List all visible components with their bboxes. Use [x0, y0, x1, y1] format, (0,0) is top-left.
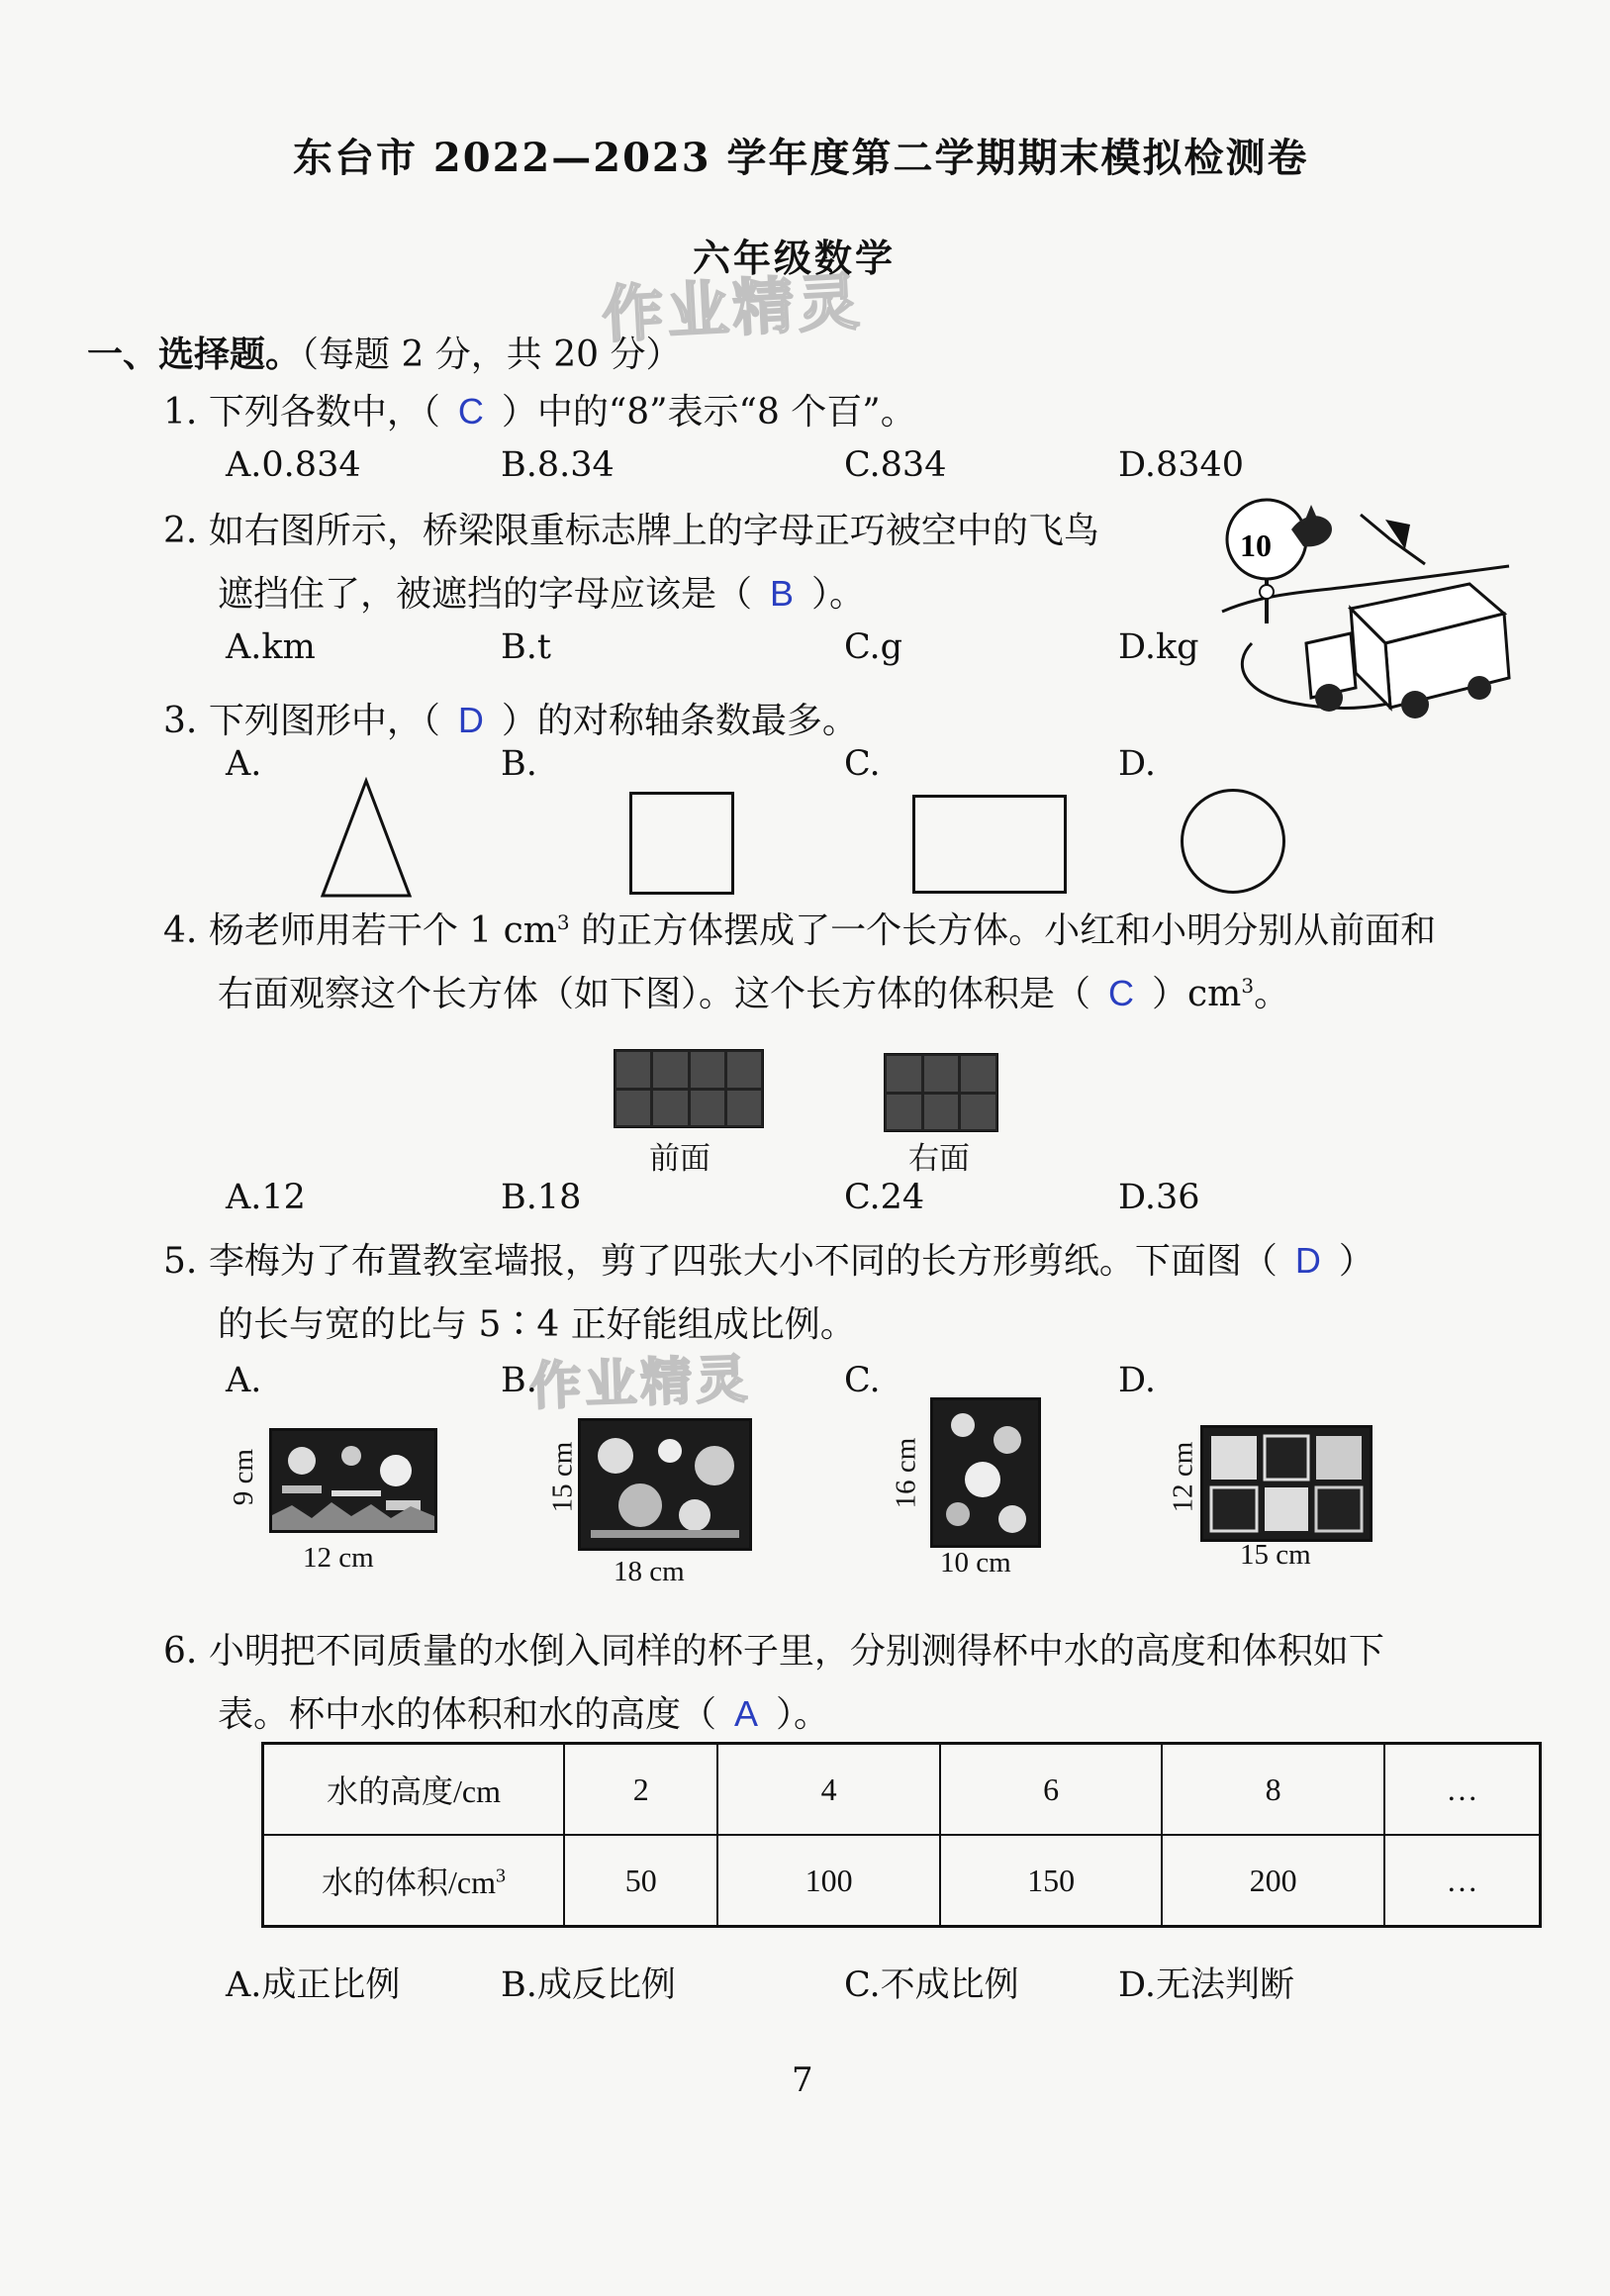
q5-line1-after: ）	[1338, 1241, 1374, 1282]
exam-subtitle: 六年级数学	[693, 236, 897, 280]
cube-face	[691, 1091, 724, 1126]
table-cell: 50	[564, 1835, 717, 1927]
table-cell: 6	[940, 1744, 1162, 1836]
q3-option-b: B.	[501, 744, 537, 784]
cube-face	[653, 1091, 687, 1126]
q5-option-c: C.	[844, 1361, 881, 1400]
q5-option-b: B.	[501, 1361, 537, 1400]
question-6-line1	[163, 1623, 1384, 1674]
q4-option-a: A.12	[226, 1178, 306, 1217]
q3-stem-after: ）的对称轴条数最多。	[501, 701, 858, 741]
q4-answer: C	[1108, 973, 1135, 1013]
q6-option-d: D.无法判断	[1118, 1965, 1294, 2005]
q6-option-b: B.成反比例	[501, 1965, 676, 2005]
table-cell: 200	[1162, 1835, 1383, 1927]
picture-c-height: 16 cm	[890, 1437, 922, 1509]
sign-number: 10	[1240, 527, 1272, 563]
picture-a-width: 12 cm	[303, 1542, 374, 1574]
q2-option-a: A.km	[226, 627, 316, 667]
q2-line2-before: 遮挡住了，被遮挡的字母应该是（	[218, 574, 753, 615]
q3-option-d: D.	[1118, 744, 1156, 784]
row-label-volume	[263, 1835, 565, 1927]
q5-option-d: D.	[1118, 1361, 1156, 1400]
bridge-sign-illustration	[1212, 495, 1519, 722]
q1-stem-after: ）中的“8”表示“8 个百”。	[501, 392, 916, 432]
q3-stem-before: 下列图形中，（	[208, 701, 440, 741]
cube-face	[691, 1052, 724, 1088]
table-cell: 8	[1162, 1744, 1383, 1836]
q4-option-c: C.24	[844, 1178, 925, 1217]
q4-line2-end: 。	[1254, 974, 1290, 1014]
q2-line2-after: ）。	[811, 574, 866, 615]
cube-face	[727, 1052, 761, 1088]
q2-option-b: B.t	[501, 627, 551, 667]
q1-option-b: B.8.34	[501, 445, 615, 485]
picture-a-height: 9 cm	[228, 1448, 260, 1506]
row-label-volume-sup: 3	[496, 1865, 506, 1887]
cube-face	[961, 1056, 995, 1092]
q6-option-a: A.成正比例	[226, 1965, 401, 2005]
question-4-line1	[163, 903, 1436, 953]
question-2-line2	[218, 566, 865, 617]
q5-line2: 的长与宽的比与 5∶4 正好能组成比例。	[218, 1304, 856, 1345]
q1-stem-before: 下列各数中，（	[208, 392, 440, 432]
question-5-line1	[163, 1233, 1374, 1284]
q4-option-d: D.36	[1118, 1178, 1200, 1217]
q2-option-c: C.g	[844, 627, 903, 667]
q1-option-d: D.8340	[1118, 445, 1245, 485]
q4-line1-b: 的正方体摆成了一个长方体。小红和小明分别从前面和	[569, 910, 1437, 951]
question-6-line2	[218, 1686, 829, 1737]
picture-b-height: 15 cm	[546, 1441, 579, 1513]
q3-number: 3.	[163, 701, 198, 741]
cube-face	[616, 1052, 650, 1088]
cube-face	[616, 1091, 650, 1126]
table-cell: 2	[564, 1744, 717, 1836]
q3-option-a: A.	[226, 744, 262, 784]
section-note: （每题 2 分，共 20 分）	[301, 335, 682, 375]
q4-number: 4.	[163, 910, 198, 951]
cube-face	[961, 1095, 995, 1130]
q4-line1-sup: 3	[556, 910, 570, 934]
q5-answer: D	[1294, 1240, 1321, 1281]
picture-c-width: 10 cm	[940, 1547, 1011, 1578]
q4-line1-a: 杨老师用若干个 1 cm	[208, 910, 557, 951]
q6-number: 6.	[163, 1631, 198, 1672]
q1-option-c: C.834	[844, 445, 947, 485]
table-row-volume	[263, 1835, 1541, 1927]
q6-answer: A	[734, 1693, 759, 1734]
water-table	[261, 1742, 1542, 1928]
q2-option-d: D.kg	[1118, 627, 1199, 667]
question-3	[163, 693, 858, 743]
circle-shape	[1181, 789, 1285, 894]
exam-title: 东台市 2022—2023 学年度第二学期期末模拟检测卷	[293, 135, 1309, 181]
q4-line2-sup: 3	[1241, 974, 1255, 998]
cube-face	[727, 1091, 761, 1126]
paper-cut-picture-c	[930, 1397, 1041, 1548]
question-1	[163, 384, 916, 434]
front-view-grid	[614, 1049, 764, 1128]
paper-cut-picture-a	[269, 1428, 437, 1533]
triangle-shape	[317, 777, 416, 901]
page-number: 7	[792, 2060, 813, 2100]
q6-line2-before: 表。杯中水的体积和水的高度（	[218, 1694, 717, 1735]
cube-face	[924, 1056, 959, 1092]
paper-cut-picture-d	[1200, 1425, 1373, 1542]
table-cell: 100	[717, 1835, 939, 1927]
q4-line2-after: ）cm	[1152, 974, 1242, 1014]
row-label-height: 水的高度/cm	[263, 1744, 565, 1836]
paper-cut-picture-b	[578, 1418, 752, 1551]
q2-number: 2.	[163, 511, 198, 551]
rectangle-shape	[912, 795, 1067, 894]
section-heading	[87, 327, 682, 377]
cube-face	[887, 1056, 921, 1092]
right-view-label: 右面	[908, 1141, 970, 1177]
q5-option-a: A.	[226, 1361, 262, 1400]
table-cell: …	[1384, 1835, 1541, 1927]
cube-face	[924, 1095, 959, 1130]
q6-line1: 小明把不同质量的水倒入同样的杯子里，分别测得杯中水的高度和体积如下	[208, 1631, 1384, 1672]
q4-line2-before: 右面观察这个长方体（如下图）。这个长方体的体积是（	[218, 974, 1091, 1014]
q1-option-a: A.0.834	[226, 445, 361, 485]
section-title: 一、选择题。	[87, 334, 302, 375]
watermark: 作业精灵	[528, 1350, 753, 1417]
question-2-line1	[163, 503, 1099, 553]
front-view-label: 前面	[649, 1141, 710, 1177]
cube-face	[887, 1095, 921, 1130]
q1-number: 1.	[163, 392, 198, 432]
cube-face	[653, 1052, 687, 1088]
q1-answer: C	[457, 391, 484, 431]
watermark: 作业精灵	[600, 265, 866, 351]
picture-b-width: 18 cm	[614, 1556, 685, 1587]
q6-line2-after: ）。	[776, 1694, 830, 1735]
question-4-line2	[218, 966, 1289, 1016]
square-shape	[629, 792, 734, 895]
picture-d-height: 12 cm	[1167, 1441, 1199, 1513]
q2-line1: 如右图所示，桥梁限重标志牌上的字母正巧被空中的飞鸟	[208, 511, 1099, 551]
right-view-grid	[884, 1053, 998, 1132]
table-row-height	[263, 1744, 1541, 1836]
picture-d-width: 15 cm	[1240, 1539, 1311, 1571]
q3-answer: D	[457, 700, 484, 740]
table-cell: …	[1384, 1744, 1541, 1836]
row-label-volume-text: 水的体积/cm	[322, 1865, 496, 1900]
q5-number: 5.	[163, 1241, 198, 1282]
table-cell: 4	[717, 1744, 939, 1836]
table-cell: 150	[940, 1835, 1162, 1927]
q5-line1-before: 李梅为了布置教室墙报，剪了四张大小不同的长方形剪纸。下面图（	[208, 1241, 1278, 1282]
q4-option-b: B.18	[501, 1178, 582, 1217]
q6-option-c: C.不成比例	[844, 1965, 1019, 2005]
q3-option-c: C.	[844, 744, 881, 784]
q2-answer: B	[770, 573, 795, 614]
